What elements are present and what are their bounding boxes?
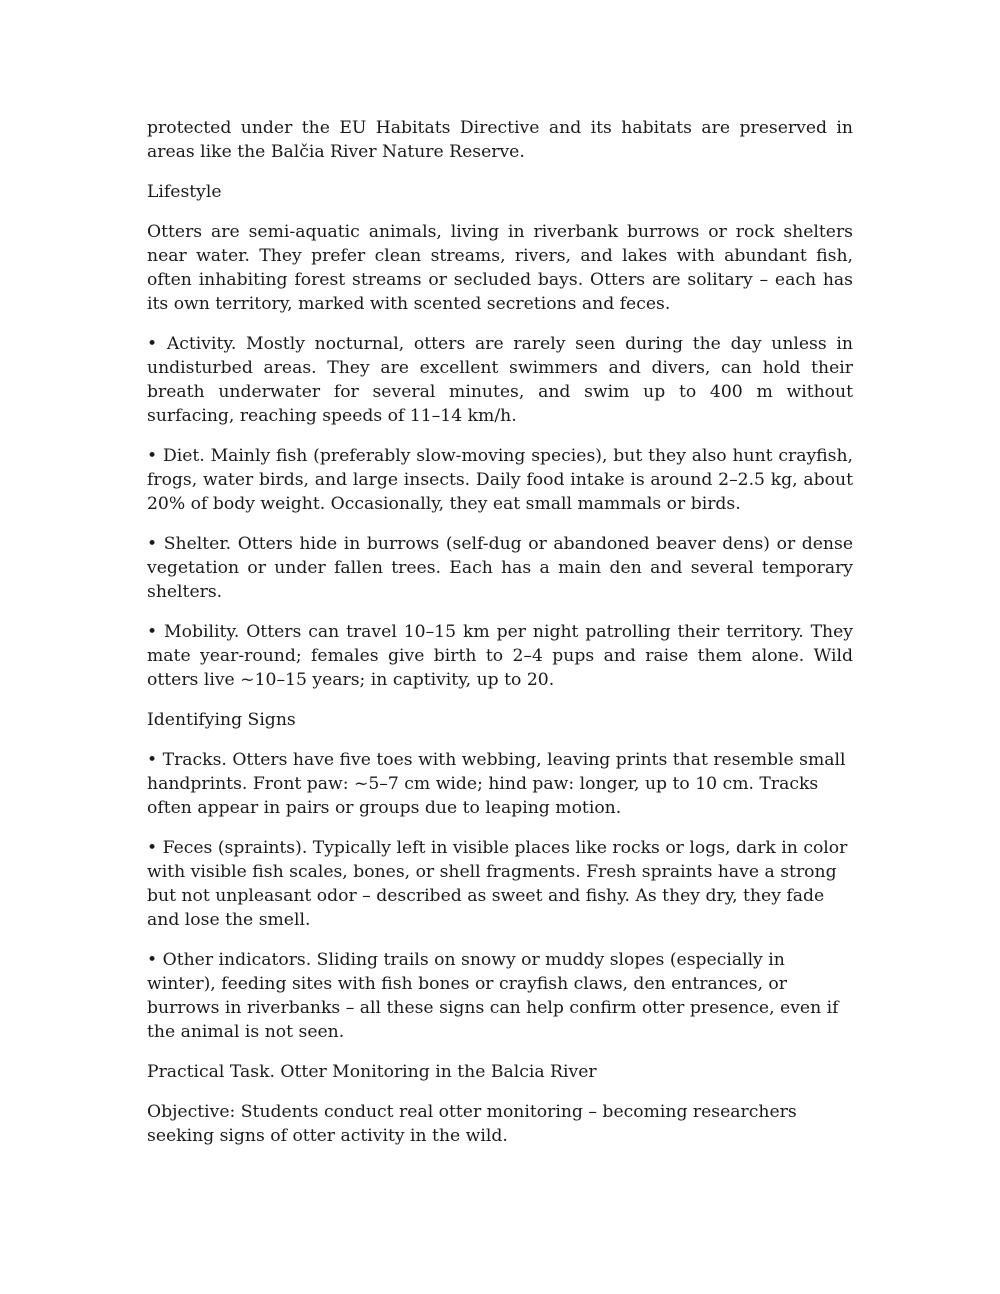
signs-item-tracks: • Tracks. Otters have five toes with webbing, leaving prints that resemble small handprints. Front paw: ~5–7 cm wide; hind paw: longer, up to 10 cm. Tracks often appear in pairs or groups due to leaping motion. (147, 750, 846, 818)
lifestyle-item-shelter: • Shelter. Otters hide in burrows (self-dug or abandoned beaver dens) or dense vegetation or under fallen trees. Each has a main den and several temporary shelters. (147, 534, 853, 602)
practical-task-objective: Objective: Students conduct real otter monitoring – becoming researchers seeking signs of otter activity in the wild. (147, 1102, 797, 1146)
signs-item-other-indicators: • Other indicators. Sliding trails on snowy or muddy slopes (especially in winter), feeding sites with fish bones or crayfish claws, den entrances, or burrows in riverbanks – all these signs can help confirm otter presence, even if the animal is not seen. (147, 950, 839, 1042)
lifestyle-heading: Lifestyle (147, 182, 222, 202)
lifestyle-item-mobility: • Mobility. Otters can travel 10–15 km per night patrolling their territory. They mate year-round; females give birth to 2–4 pups and raise them alone. Wild otters live ~10–15 years; in captivity, up to 20. (147, 622, 853, 690)
document-page (147, 116, 853, 1164)
intro-continuation-paragraph: protected under the EU Habitats Directive and its habitats are preserved in areas like the Balčia River Nature Reserve. (147, 118, 853, 162)
practical-task-heading: Practical Task. Otter Monitoring in the Balcia River (147, 1062, 597, 1082)
identifying-signs-heading: Identifying Signs (147, 710, 296, 730)
lifestyle-item-diet: • Diet. Mainly fish (preferably slow-moving species), but they also hunt crayfish, frogs, water birds, and large insects. Daily food intake is around 2–2.5 kg, about 20% of body weight. Occasionally, they eat small mammals or birds. (147, 446, 853, 514)
signs-item-feces: • Feces (spraints). Typically left in visible places like rocks or logs, dark in color with visible fish scales, bones, or shell fragments. Fresh spraints have a strong but not unpleasant odor – described as sweet and fishy. As they dry, they fade and lose the smell. (147, 838, 848, 930)
lifestyle-intro-paragraph: Otters are semi-aquatic animals, living in riverbank burrows or rock shelters near water. They prefer clean streams, rivers, and lakes with abundant fish, often inhabiting forest streams or secluded bays. Otters are solitary – each has its own territory, marked with scented secretions and feces. (147, 222, 853, 314)
lifestyle-item-activity: • Activity. Mostly nocturnal, otters are rarely seen during the day unless in undisturbed areas. They are excellent swimmers and divers, can hold their breath underwater for several minutes, and swim up to 400 m without surfacing, reaching speeds of 11–14 km/h. (147, 334, 853, 426)
